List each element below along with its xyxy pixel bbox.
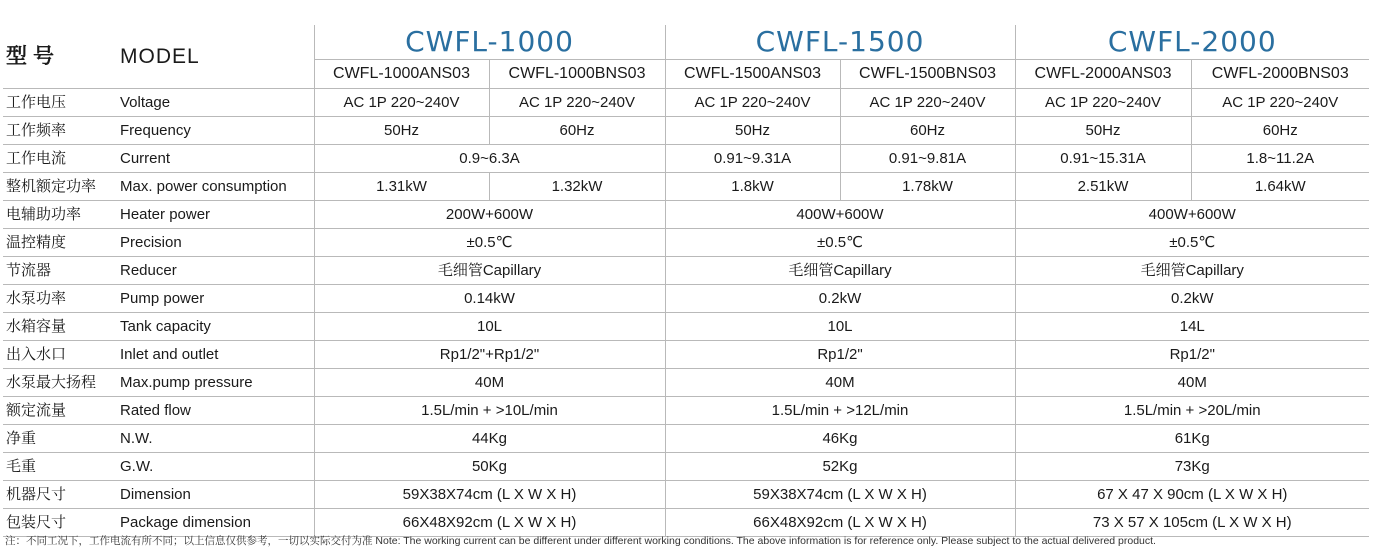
cell-value: 73 X 57 X 105cm (L X W X H) — [1015, 509, 1369, 537]
row-label-cn: 工作电压 — [3, 89, 118, 117]
cell-value: ±0.5℃ — [665, 229, 1015, 257]
cell-value: 59X38X74cm (L X W X H) — [314, 481, 665, 509]
variant-2000bns03: CWFL-2000BNS03 — [1191, 60, 1369, 89]
cell-value: 44Kg — [314, 425, 665, 453]
row-max-power — [3, 173, 1369, 201]
row-label-cn: 出入水口 — [3, 341, 118, 369]
row-label-en: Current — [118, 145, 314, 173]
cell-value: 2.51kW — [1015, 173, 1191, 201]
cell-value: 50Hz — [1015, 117, 1191, 145]
row-label-cn: 净重 — [3, 425, 118, 453]
row-gw — [3, 453, 1369, 481]
cell-value: 400W+600W — [665, 201, 1015, 229]
cell-value: AC 1P 220~240V — [840, 89, 1015, 117]
cell-value: AC 1P 220~240V — [1015, 89, 1191, 117]
row-label-en: Precision — [118, 229, 314, 257]
cell-value: 0.91~15.31A — [1015, 145, 1191, 173]
variant-1000bns03: CWFL-1000BNS03 — [489, 60, 665, 89]
cell-value: 60Hz — [1191, 117, 1369, 145]
row-voltage — [3, 89, 1369, 117]
row-pump-power — [3, 285, 1369, 313]
row-label-en: Package dimension — [118, 509, 314, 537]
cell-value: 0.2kW — [665, 285, 1015, 313]
row-label-cn: 水泵最大扬程 — [3, 369, 118, 397]
cell-value: 66X48X92cm (L X W X H) — [665, 509, 1015, 537]
cell-value: 50Hz — [665, 117, 840, 145]
row-pump-pressure — [3, 369, 1369, 397]
row-label-en: Voltage — [118, 89, 314, 117]
cell-value: 61Kg — [1015, 425, 1369, 453]
cell-value: 40M — [665, 369, 1015, 397]
row-label-en: G.W. — [118, 453, 314, 481]
row-rated-flow — [3, 397, 1369, 425]
cell-value: 10L — [665, 313, 1015, 341]
row-tank-capacity — [3, 313, 1369, 341]
cell-value: 毛细管Capillary — [1015, 257, 1369, 285]
variant-1000ans03: CWFL-1000ANS03 — [314, 60, 489, 89]
row-nw — [3, 425, 1369, 453]
row-frequency — [3, 117, 1369, 145]
cell-value: 0.14kW — [314, 285, 665, 313]
cell-value: 46Kg — [665, 425, 1015, 453]
cell-value: 0.91~9.31A — [665, 145, 840, 173]
spec-table — [3, 25, 1369, 537]
cell-value: 毛细管Capillary — [665, 257, 1015, 285]
cell-value: 1.78kW — [840, 173, 1015, 201]
cell-value: 67 X 47 X 90cm (L X W X H) — [1015, 481, 1369, 509]
cell-value: 10L — [314, 313, 665, 341]
series-cwfl-1500: CWFL-1500 — [665, 25, 1015, 60]
cell-value: 60Hz — [840, 117, 1015, 145]
row-label-cn: 毛重 — [3, 453, 118, 481]
row-label-cn: 工作电流 — [3, 145, 118, 173]
cell-value: 1.32kW — [489, 173, 665, 201]
cell-value: AC 1P 220~240V — [1191, 89, 1369, 117]
cell-value: ±0.5℃ — [1015, 229, 1369, 257]
row-current — [3, 145, 1369, 173]
cell-value: 73Kg — [1015, 453, 1369, 481]
row-precision — [3, 229, 1369, 257]
cell-value: 40M — [1015, 369, 1369, 397]
cell-value: 50Kg — [314, 453, 665, 481]
header-row-series — [3, 25, 1369, 60]
row-label-cn: 温控精度 — [3, 229, 118, 257]
row-label-en: Rated flow — [118, 397, 314, 425]
row-label-cn: 水箱容量 — [3, 313, 118, 341]
cell-value: AC 1P 220~240V — [489, 89, 665, 117]
model-label-en: MODEL — [118, 25, 314, 89]
cell-value: 52Kg — [665, 453, 1015, 481]
row-label-en: N.W. — [118, 425, 314, 453]
cell-value: AC 1P 220~240V — [314, 89, 489, 117]
cell-value: 1.5L/min + >10L/min — [314, 397, 665, 425]
row-dimension — [3, 481, 1369, 509]
cell-value: 1.64kW — [1191, 173, 1369, 201]
cell-value: 400W+600W — [1015, 201, 1369, 229]
cell-value: ±0.5℃ — [314, 229, 665, 257]
row-label-en: Max.pump pressure — [118, 369, 314, 397]
cell-value: Rp1/2" — [1015, 341, 1369, 369]
row-inlet-outlet — [3, 341, 1369, 369]
variant-1500bns03: CWFL-1500BNS03 — [840, 60, 1015, 89]
row-label-en: Reducer — [118, 257, 314, 285]
footnote: 注：不同工况下，工作电流有所不同；以上信息仅供参考，一切以实际交付为准 Note: The working current can be different under different working conditions. The above information is for reference only. Please subject to the actual delivered product. — [5, 535, 1156, 547]
row-reducer — [3, 257, 1369, 285]
cell-value: 0.91~9.81A — [840, 145, 1015, 173]
variant-2000ans03: CWFL-2000ANS03 — [1015, 60, 1191, 89]
cell-value: 40M — [314, 369, 665, 397]
cell-value: 毛细管Capillary — [314, 257, 665, 285]
row-label-cn: 额定流量 — [3, 397, 118, 425]
series-cwfl-1000: CWFL-1000 — [314, 25, 665, 60]
cell-value: 1.5L/min + >20L/min — [1015, 397, 1369, 425]
row-label-cn: 电辅助功率 — [3, 201, 118, 229]
variant-1500ans03: CWFL-1500ANS03 — [665, 60, 840, 89]
row-label-en: Heater power — [118, 201, 314, 229]
cell-value: 0.9~6.3A — [314, 145, 665, 173]
cell-value: 50Hz — [314, 117, 489, 145]
cell-value: 60Hz — [489, 117, 665, 145]
row-label-en: Dimension — [118, 481, 314, 509]
cell-value: Rp1/2"+Rp1/2" — [314, 341, 665, 369]
cell-value: AC 1P 220~240V — [665, 89, 840, 117]
row-label-en: Inlet and outlet — [118, 341, 314, 369]
cell-value: 14L — [1015, 313, 1369, 341]
row-label-en: Max. power consumption — [118, 173, 314, 201]
row-label-en: Frequency — [118, 117, 314, 145]
row-label-cn: 水泵功率 — [3, 285, 118, 313]
row-label-en: Pump power — [118, 285, 314, 313]
row-label-en: Tank capacity — [118, 313, 314, 341]
cell-value: 66X48X92cm (L X W X H) — [314, 509, 665, 537]
cell-value: 1.8~11.2A — [1191, 145, 1369, 173]
cell-value: 59X38X74cm (L X W X H) — [665, 481, 1015, 509]
series-cwfl-2000: CWFL-2000 — [1015, 25, 1369, 60]
cell-value: 0.2kW — [1015, 285, 1369, 313]
row-label-cn: 包装尺寸 — [3, 509, 118, 537]
row-heater-power — [3, 201, 1369, 229]
row-label-cn: 工作频率 — [3, 117, 118, 145]
row-label-cn: 整机额定功率 — [3, 173, 118, 201]
row-label-cn: 节流器 — [3, 257, 118, 285]
cell-value: 1.31kW — [314, 173, 489, 201]
model-label-cn: 型号 — [3, 25, 118, 89]
cell-value: 1.8kW — [665, 173, 840, 201]
cell-value: 1.5L/min + >12L/min — [665, 397, 1015, 425]
row-label-cn: 机器尺寸 — [3, 481, 118, 509]
cell-value: Rp1/2" — [665, 341, 1015, 369]
cell-value: 200W+600W — [314, 201, 665, 229]
